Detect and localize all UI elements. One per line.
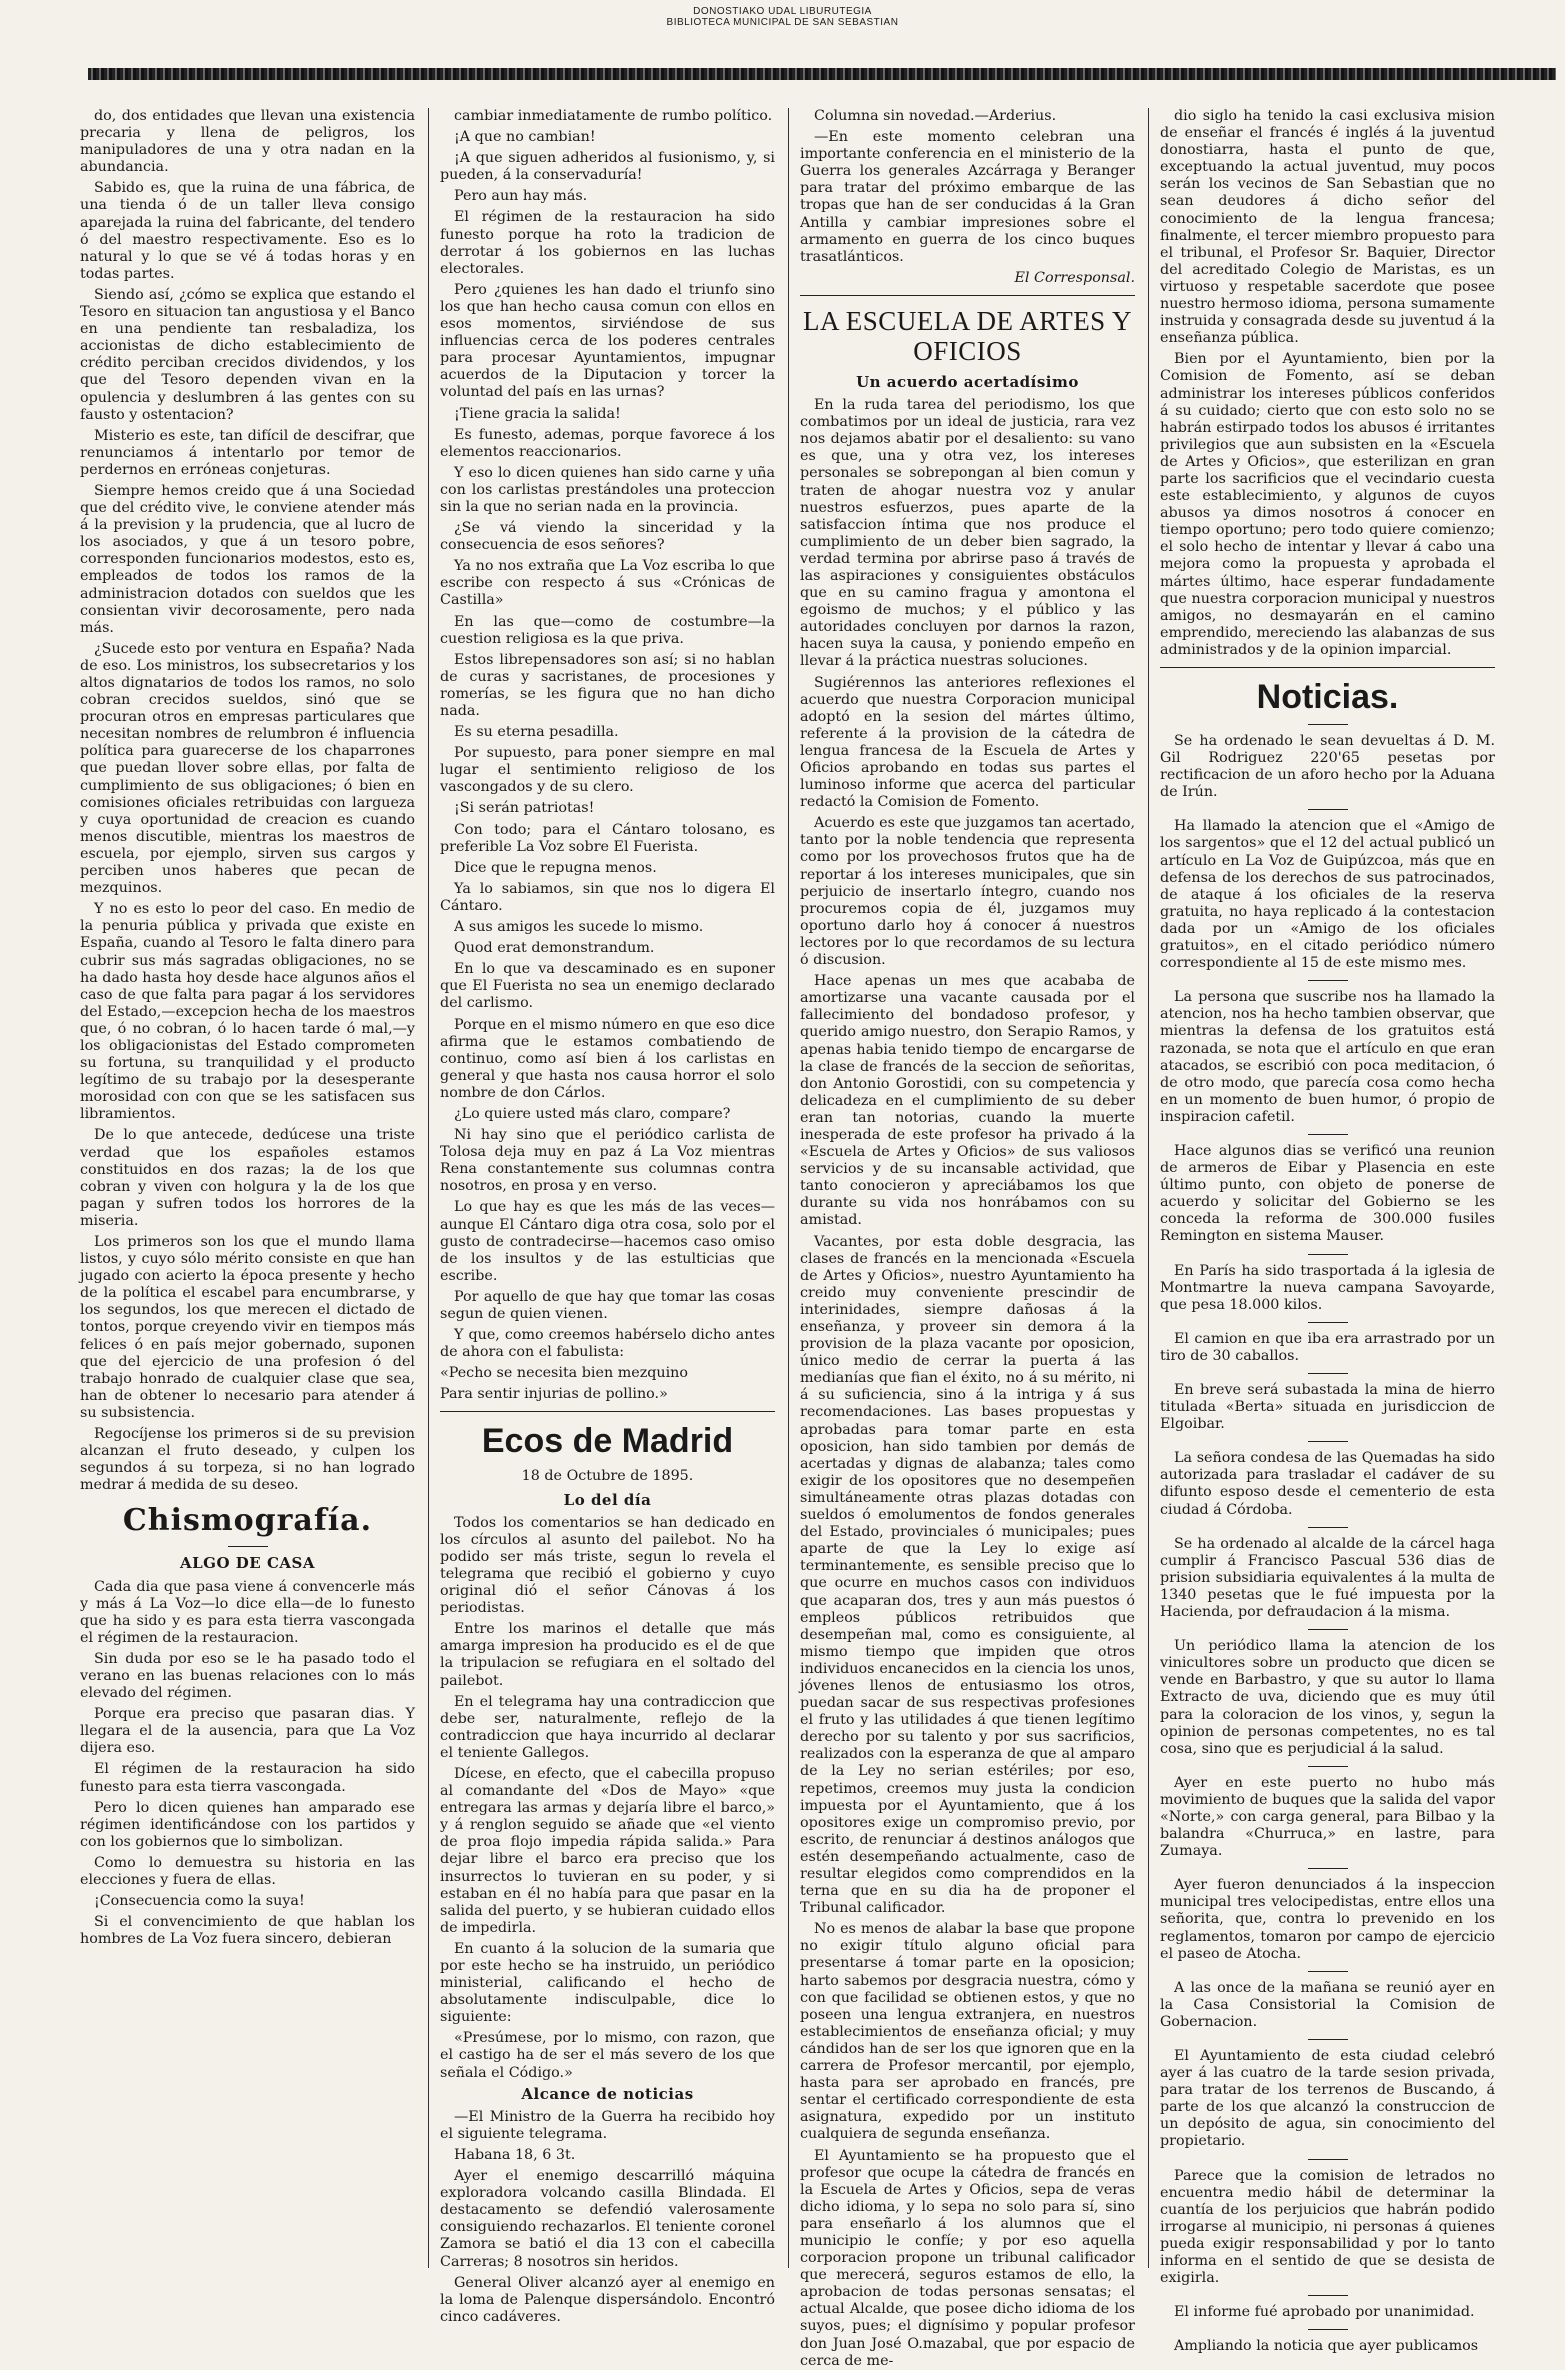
item-rule <box>1308 1527 1348 1528</box>
paragraph: En lo que va descaminado es en suponer que El Fuerista no sea un enemigo declarado del carlismo. <box>440 961 775 1012</box>
paragraph: Ya no nos extraña que La Voz escriba lo que escribe con respecto á sus «Crónicas de Castilla» <box>440 558 775 609</box>
news-items <box>1160 733 1495 2355</box>
paragraph: Los primeros son los que el mundo llama listos, y cuyo sólo mérito consiste en que han jugado con acierto la época presente y hecho de la política el escabel para encumbrarse, y los segundos, los que merecen el dictado de tontos, porque creyendo vivir en tiempos más felices ó en país mejor gobernado, suponen que del ejercicio de una profesion ó del trabajo honrado de cualquier clase que sea, han de obtener lo necesario para atender á su subsistencia. <box>80 1234 415 1421</box>
paragraph: Como lo demuestra su historia en las elecciones y fuera de ellas. <box>80 1854 415 1888</box>
section-title-escuela: LA ESCUELA DE ARTES Y OFICIOS <box>803 305 1132 366</box>
paragraph: Se ha ordenado al alcalde de la cárcel haga cumplir á Francisco Pascual 536 dias de prision subsidiaria equivalentes á la multa de 1340 pesetas que le fué impuesta por la Hacienda, por defraudacion á la misma. <box>1160 1535 1495 1621</box>
paragraph: ¡A que no cambian! <box>454 129 596 146</box>
paragraph: El camion en que iba era arrastrado por un tiro de 30 caballos. <box>1160 1330 1495 1364</box>
paragraph: El Ayuntamiento se ha propuesto que el profesor que ocupe la cátedra de francés en la Escuela de Artes y Oficios, sepa de veras dicho idioma, y lo sepa no solo para sí, sino para enseñarlo á los alumnos que el municipio le confíe; y por eso aquella corporacion propone un tribunal calificador que merecerá, seguros estamos de ello, la aprobacion de todas personas sensatas; el actual Alcalde, que posee dicho idioma de los suyos, pues; el dignísimo y popular profesor don Juan José O.mazabal, que por espacio de cerca de me- <box>800 2147 1135 2369</box>
paragraph: ¿Lo quiere usted más claro, compare? <box>454 1105 731 1122</box>
item-rule <box>1308 1134 1348 1135</box>
paragraph: En las que—como de costumbre—la cuestion religiosa es la que priva. <box>440 613 775 647</box>
column-2-paragraphs <box>440 108 775 1361</box>
paragraph: En el telegrama hay una contradiccion que debe ser, naturalmente, reflejo de la contradiccion que haya incurrido al declarar el teniente Gallegos. <box>440 1693 775 1761</box>
column-3 <box>800 108 1135 2369</box>
paragraph: El Ayuntamiento de esta ciudad celebró ayer á las cuatro de la tarde sesion privada, para tratar de los terrenos de Buscando, á parte de los que alcanzó la construccion de un depósito de agua, sin conocimiento del propietario. <box>1160 2048 1495 2150</box>
paragraph: Sin duda por eso se le ha pasado todo el verano en las buenas relaciones con lo más elevado del régimen. <box>80 1650 415 1702</box>
column-divider <box>1148 108 1149 2268</box>
paragraph: Dice que le repugna menos. <box>454 859 657 876</box>
paragraph: Regocíjense los primeros si de su prevision alcanzan el fruto deseado, y culpen los segundos á su torpeza, si no han logrado medrar á medida de su deseo. <box>80 1426 415 1494</box>
paragraph: Un periódico llama la atencion de los vinicultores sobre un producto que dicen se vende en Barbastro, y que su autor lo llama Extracto de uva, diciendo que es muy útil para la coloracion de los vinos, y, segun la opinion de personas competentes, no es tal cosa, sino que es perjudicial á la salud. <box>1160 1638 1495 1757</box>
archive-stamp <box>0 6 1565 28</box>
paragraph: Pero aun hay más. <box>454 188 588 205</box>
column-2-paragraphs-3 <box>440 2109 775 2326</box>
paragraph: Vacantes, por esta doble desgracia, las clases de francés en la mencionada «Escuela de Artes y Oficios», nuestro Ayuntamiento ha creido muy conveniente prescindir de interinidades, siempre dañosas á la enseñanza, y proveer sin demora á la provision de la plaza vacante por oposicion, único medio de cerrar la puerta á las medianías que fian el éxito, no á su mérito, ni á su suficiencia, sino á la intriga y á sus recomendaciones. Las bases propuestas y aprobadas para tomar parte en esta oposicion, han sido tambien por demás de acertadas y dignas de alabanza; tales como exigir de los opositores que no desempeñen simultáneamente otras plazas dotadas con sueldos ó emolumentos de fondos generales del Estado, provinciales ó municipales; pues aparte de que la Ley lo exige así terminantemente, es sensible preciso que lo que ocurre en muchos casos con individuos que acaparan dos, tres y aun más puestos ó empleos públicos retribuidos que desempeñan mal, como es consiguiente, al mismo tiempo que impiden que otros individuos encanecidos en la ciencia los unos, jóvenes llenos de entusiasmo los otros, puedan sacar de sus respectivas profesiones el fruto y las utilidades á que tienen legítimo derecho por su talento y por sus sacrificios, realizados con la esperanza de que al amparo de la Ley no serian estériles; por eso, repetimos, creemos muy justa la condicion impuesta por el Ayuntamiento, que á los opositores exige un compromiso previo, por escrito, de renunciar á destinos análogos que estén desempeñando actualmente, caso de resultar elegidos como comprendidos en la terna que en su dia ha de proponer el Tribunal calificador. <box>800 1233 1135 1917</box>
paragraph: Se ha ordenado le sean devueltas á D. M. Gil Rodriguez 220'65 pesetas por rectificacion de un aforo hecho por la Aduana de Irún. <box>1160 733 1495 801</box>
paragraph: Estos librepensadores son así; si no hablan de curas y sacristanes, de procesiones y romerías, se les figura que no han dicho nada. <box>440 651 775 719</box>
paragraph: Ni hay sino que el periódico carlista de Tolosa deja muy en paz á La Voz mientras Rena constantemente sus columnas contra nosotros, en prosa y en verso. <box>440 1127 775 1195</box>
section-title-noticias: Noticias. <box>1256 678 1399 716</box>
paragraph: A sus amigos les sucede lo mismo. <box>454 919 704 936</box>
title-rule <box>1308 724 1348 725</box>
paragraph: En breve será subastada la mina de hierro titulada «Berta» situada en jurisdiccion de Elgoibar. <box>1160 1382 1495 1433</box>
paragraph: A las once de la mañana se reunió ayer en la Casa Consistorial la Comision de Gobernacion. <box>1160 1979 1495 2030</box>
column-2-paragraphs-2 <box>440 1515 775 2082</box>
paragraph: Ayer el enemigo descarrilló máquina exploradora volcando casilla Blindada. El destacamento se defendió valerosamente consiguiendo rechazarlos. El teniente coronel Zamora se batió el dia 13 con el cabecilla Carreras; 8 nosotros sin heridos. <box>440 2168 775 2270</box>
column-1 <box>80 108 415 2268</box>
paragraph: ¡Si serán patriotas! <box>454 800 595 817</box>
paragraph: —El Ministro de la Guerra ha recibido hoy el siguiente telegrama. <box>440 2108 775 2142</box>
paragraph: ¿Se vá viendo la sinceridad y la consecuencia de esos señores? <box>440 520 775 554</box>
paragraph: General Oliver alcanzó ayer al enemigo en la loma de Palenque dispersándolo. Encontró cinco cadáveres. <box>440 2274 775 2325</box>
paragraph: En París ha sido trasportada á la iglesia de Montmartre la nueva campana Savoyarde, que pesa 18.000 kilos. <box>1160 1262 1495 1313</box>
paragraph: cambiar inmediatamente de rumbo político. <box>454 108 773 124</box>
item-rule <box>1308 1322 1348 1323</box>
section-rule <box>800 295 1135 296</box>
paragraph: En la ruda tarea del periodismo, los que combatimos por un ideal de justicia, rara vez nos dejamos abatir por el desaliento: su vano es que, una y otra vez, los intereses personales se sobrepongan al bien comun y traten de ahogar nuestra voz y anular nuestros esfuerzos, pues aparte de la satisfaccion íntima que nos produce el cumplimiento de un deber bien sagrado, la verdad termina por abrirse paso á través de las aspiraciones y consiguientes obstáculos que en su camino fragua y amontona el egoismo de muchos; y el público y las autoridades concluyen por darnos la razon, hacen suya la causa, y poniendo empeño en llevar á la práctica nuestras soluciones. <box>800 397 1135 670</box>
paragraph: Sugiérennos las anteriores reflexiones el acuerdo que nuestra Corporacion municipal adoptó en la sesion del mártes último, referente á la provision de la cátedra de lengua francesa de la Escuela de Artes y Oficios aprobando en todas sus partes el luminoso informe que acerca del particular redactó la Comision de Fomento. <box>800 674 1135 811</box>
paragraph: Ya lo sabiamos, sin que nos lo digera El Cántaro. <box>440 880 775 914</box>
item-rule <box>1308 2329 1348 2330</box>
paragraph: Y eso lo dicen quienes han sido carne y uña con los carlistas prestándoles una proteccion sin la que no serian nada en la provincia. <box>440 464 775 515</box>
paragraph: Es su eterna pesadilla. <box>454 724 619 741</box>
signature: El Corresponsal. <box>1014 269 1135 286</box>
paragraph: Ampliando la noticia que ayer publicamos <box>1174 2338 1479 2355</box>
paragraph: «Presúmese, por lo mismo, con razon, que el castigo ha de ser el más severo de los que señala el Código.» <box>440 2030 775 2081</box>
paragraph: Por aquello de que hay que tomar las cosas segun de quien vienen. <box>440 1288 775 1322</box>
column-divider <box>788 108 789 2268</box>
paragraph: Habana 18, 6 3t. <box>454 2146 576 2163</box>
column-4 <box>1160 108 1495 2355</box>
section-title-chismografia: Chismografía. <box>122 1503 373 1539</box>
paragraph: Porque era preciso que pasaran dias. Y llegara el de la ausencia, para que La Voz dijera eso. <box>80 1706 415 1757</box>
column-2 <box>440 108 775 2325</box>
paragraph: ¡Tiene gracia la salida! <box>454 405 621 422</box>
paragraph: Porque en el mismo número en que eso dice afirma que le estamos combatiendo de continuo, como así bien á los carlistas en general y que hasta nos causa horror el solo nombre de don Cárlos. <box>440 1016 775 1101</box>
paragraph: Pero ¿quienes les han dado el triunfo sino los que han hecho causa comun con ellos en esos momentos, sirviéndose de sus influencias cerca de los poderes centrales para procesar Ayuntamientos, impugnar acuerdos de la Diputacion y torcer la voluntad del país en las urnas? <box>440 281 775 401</box>
item-rule <box>1308 1373 1348 1374</box>
paragraph: Siendo así, ¿cómo se explica que estando el Tesoro en situacion tan angustiosa y el Banco en una pendiente tan resbaladiza, los accionistas de dicho establecimiento de crédito perciban crecidos dividendos, y los que del Tesoro dependen vivan en la opulencia y deslumbren á las gentes con su fausto y ostentacion? <box>80 286 415 423</box>
paragraph: do, dos entidades que llevan una existencia precaria y llena de peligros, los manipuladores de una y otra nadan en la abundancia. <box>80 108 415 176</box>
paragraph: Siempre hemos creido que á una Sociedad que del crédito vive, le conviene atender más á la prevision y la prudencia, que al lucro de los asociados, y que á un tesoro pobre, corresponden funcionarios modestos, esto es, empleados de todos los ramos de la administracion dotados con sueldos que les consientan vivir decorosamente, pero nada más. <box>80 482 415 636</box>
paragraph: Entre los marinos el detalle que más amarga impresion ha producido es el de que la tripulacion se refugiara en el soltado del pailebot. <box>440 1621 775 1689</box>
item-rule <box>1308 1254 1348 1255</box>
paragraph: Y que, como creemos habérselo dicho antes de ahora con el fabulista: <box>440 1327 775 1361</box>
paragraph: Quod erat demonstrandum. <box>454 940 655 957</box>
paragraph: Lo que hay es que les más de las veces—aunque El Cántaro diga otra cosa, solo por el gusto de contradecirse—hacemos caso omiso de los insultos y de las estulticias que escribe. <box>440 1199 775 1284</box>
item-rule <box>1308 2295 1348 2296</box>
paragraph: ¡A que siguen adheridos al fusionismo, y, si pueden, á la conservaduría! <box>440 150 775 184</box>
paragraph: Ha llamado la atencion que el «Amigo de los sargentos» que el 12 del actual publicó un artículo en La Voz de Guipúzcoa, más que en defensa de los derechos de sus patrocinados, de ataque á los oficiales de la reserva gratuita, no haya replicado á la contestacion dada por un «Amigo de los oficiales gratuitos», en el citado periódico número correspondiente al 15 de este mismo mes. <box>1160 818 1495 972</box>
paragraph: Dícese, en efecto, que el cabecilla propuso al comandante del «Dos de Mayo» «que entregara las armas y dejaría libre el barco,» y á renglon seguido se añade que «el viento de proa flojo impedia rápida salida.» Para dejar libre el barco era preciso que los insurrectos lo tuvieran en su poder, y si estaban en él no había para que pasar en la salida del puerto, y se hubieran cuidado ellos de impedirla. <box>440 1765 775 1936</box>
paragraph: Y no es esto lo peor del caso. En medio de la penuria pública y privada que existe en España, cuando al Tesoro le falta dinero para cubrir sus más sagradas obligaciones, no se ha dado hasta hoy desde hace algunos años el caso de que falta para pagar á los servidores del Estado,—excepcion hecha de los maestros que, ó no cobran, ó lo hacen tarde ó mal,—y los obligacionistas del Estado comprometen su fortuna, su tranquilidad y el producto legítimo de su trabajo por la desesperante morosidad con con que se les satisfacen sus libramientos. <box>80 901 415 1123</box>
item-rule <box>1308 1441 1348 1442</box>
paragraph: Por supuesto, para poner siempre en mal lugar el sentimiento religioso de los vascongados y de su clero. <box>440 745 775 796</box>
paragraph: El régimen de la restauracion ha sido funesto porque ha roto la tradicion de derrotar á los gobiernos en las luchas electorales. <box>440 209 775 277</box>
section-title-ecos-de-madrid: Ecos de Madrid <box>481 1422 734 1461</box>
paragraph: Acuerdo es este que juzgamos tan acertado, tanto por la noble tendencia que representa como por los provechosos frutos que ha de reportar á los intereses municipales, que sin perjuicio de insertarlo íntegro, cuando nos procuremos copia de él, juzgamos muy oportuno darlo hoy á conocer á nuestros lectores por lo que recordamos de su lectura ó discusion. <box>800 815 1135 969</box>
paragraph: Todos los comentarios se han dedicado en los círculos al asunto del pailebot. No ha podido ser más triste, segun lo revela el telegrama que recibió el gobierno y cuyo original dió el señor Cánovas á los periodistas. <box>440 1514 775 1617</box>
section-subtitle-alcance: Alcance de noticias <box>521 2084 694 2103</box>
verse-line: Para sentir injurias de pollino.» <box>440 1386 668 1403</box>
paragraph: Si el convencimiento de que hablan los hombres de La Voz fuera sincero, debieran <box>80 1914 415 1948</box>
title-rule <box>228 1546 268 1547</box>
paragraph: —En este momento celebran una importante conferencia en el ministerio de la Guerra los generales Azcárraga y Beranger para tratar del próximo embarque de las tropas que han de ser conducidas á la Gran Antilla y cambiar impresiones sobre el armamento en guerra de los cinco buques trasatlánticos. <box>800 129 1135 265</box>
archive-line-1: DONOSTIAKO UDAL LIBURUTEGIA <box>693 6 872 17</box>
column-3-paragraphs-2 <box>800 397 1135 2370</box>
section-subtitle: Un acuerdo acertadísimo <box>856 372 1079 391</box>
paragraph: Es funesto, ademas, porque favorece á los elementos reaccionarios. <box>440 426 775 460</box>
paragraph: Ayer en este puerto no hubo más movimiento de buques que la salida del vapor «Norte,» con carga general, para Bilbao y la balandra «Churruca,» en lastre, para Zumaya. <box>1160 1774 1495 1860</box>
item-rule <box>1308 1766 1348 1767</box>
item-rule <box>1308 1868 1348 1869</box>
column-1-paragraphs <box>80 108 415 1494</box>
paragraph: Ayer fueron denunciados á la inspeccion municipal tres velocipedistas, entre ellos una señorita, que, contra lo prevenido en los reglamentos, tomaron por campo de ejercicio el paseo de Atocha. <box>1160 1877 1495 1962</box>
paragraph: Con todo; para el Cántaro tolosano, es preferible La Voz sobre El Fuerista. <box>440 821 775 855</box>
header-rule <box>88 68 1556 80</box>
paragraph: Columna sin novedad.—Arderius. <box>814 108 1057 124</box>
paragraph: ¡Consecuencia como la suya! <box>94 1893 305 1910</box>
paragraph: ¿Sucede esto por ventura en España? Nada de eso. Los ministros, los subsecretarios y los altos dignatarios de todos los ramos, no solo cobran crecidos sueldos, sinó que se procuran otros en empresas particulares que necesitan nombres de relumbron é influencia política para guarecerse de los chaparrones que puedan llover sobre ellas, por falta de cumplimiento de sus obligaciones; ó bien en comisiones oficiales retribuidas con largueza y cuya oportunidad de creacion es cuando menos discutible, mientras los maestros de escuela, por ejemplo, sirven sus cargos y perciben unos haberes que pecan de mezquinos. <box>80 640 415 897</box>
column-1-paragraphs-2 <box>80 1579 415 1949</box>
column-4-paragraphs <box>1160 108 1495 659</box>
paragraph: Misterio es este, tan difícil de descifrar, que renunciamos á intentarlo por temor de perdernos en erróneas conjeturas. <box>80 427 415 478</box>
paragraph: Parece que la comision de letrados no encuentra medio hábil de determinar la cuantía de los perjuicios que habrán podido irrogarse al municipio, ni personas á quienes pueda exigir responsabilidad y por lo tanto informa en el sentido de que se desista de exigirla. <box>1160 2167 1495 2287</box>
paragraph: El régimen de la restauracion ha sido funesto para esta tierra vascongada. <box>80 1761 415 1795</box>
verse-line: «Pecho se necesita bien mezquino <box>440 1365 688 1382</box>
archive-line-2: BIBLIOTECA MUNICIPAL DE SAN SEBASTIAN <box>666 17 899 28</box>
paragraph: dio siglo ha tenido la casi exclusiva mision de enseñar el francés é inglés á la juventud donostiarra, hasta el punto de que, exceptuando la actual juventud, muy pocos serán los vecinos de San Sebastian que no sean deudores á dicho señor del conocimiento de la lengua francesa; finalmente, el tercer miembro propuesto para el tribunal, el Profesor Sr. Baquier, Director del acreditado Colegio de Maristas, es un virtuoso y respetable sacerdote que posee nuestro hermoso idioma, persona sumamente instruida y consagrada desde su juventud á la enseñanza pública. <box>1160 108 1495 347</box>
paragraph: Sabido es, que la ruina de una fábrica, de una tienda ó de un taller lleva consigo aparejada la ruina del fabricante, del tendero ó del maestro respectivamente. Eso es lo natural y lo que se vé á todas horas y en todas partes. <box>80 180 415 282</box>
paragraph: Bien por el Ayuntamiento, bien por la Comision de Fomento, así se deban administrar los intereses públicos conferidos á su cuidado; cierto que con esto solo no se habrán estirpado todos los abusos é irritantes privilegios que aun subsisten en la «Escuela de Artes y Oficios», que esterilizan en gran parte los sacrificios que el vecindario cuesta este establecimiento, y algunos de cuyos abusos ya dimos nosotros á conocer en tiempo oportuno; pero todo quiere comienzo; el solo hecho de intentar y llevar á cabo una mejora como la propuesta y aprobada el mártes último, hace esperar fundadamente que nuestra corporacion municipal y nuestros amigos, no desmayarán en el camino emprendido, mereciendo las alabanzas de sus administrados y de la opinion imparcial. <box>1160 351 1495 658</box>
section-rule <box>1160 667 1495 668</box>
section-subtitle: Lo del día <box>563 1490 652 1509</box>
section-rule <box>440 1411 775 1412</box>
paragraph: El informe fué aprobado por unanimidad. <box>1174 2304 1475 2321</box>
paragraph: En cuanto á la solucion de la sumaria que por este hecho se ha instruido, un periódico ministerial, calificando el hecho de absolutamente indisculpable, dice lo siguiente: <box>440 1940 775 2026</box>
item-rule <box>1308 2039 1348 2040</box>
paragraph: No es menos de alabar la base que propone no exigir título alguno oficial para presentarse á tomar parte en la oposicion; harto sabemos por desgracia nuestra, cómo y con que facilidad se obtienen estos, y que no poseen una lengua extranjera, en nuestros establecimientos de enseñanza oficial; y muy cándidos han de ser los que ignoren que en la carrera de Profesor mercantil, por ejemplo, hasta para ser aprobado en francés, pre sentar el certificado correspondiente de esta asignatura, expedido por un instituto cualquiera de segunda enseñanza. <box>800 1921 1135 2143</box>
item-rule <box>1308 809 1348 810</box>
dateline: 18 de Octubre de 1895. <box>521 1468 694 1485</box>
item-rule <box>1308 2159 1348 2160</box>
section-subtitle: ALGO DE CASA <box>180 1554 315 1573</box>
paragraph: Cada dia que pasa viene á convencerle más y más á La Voz—lo dice ella—de lo funesto que ha sido y es para esta tierra vascongada el régimen de la restauracion. <box>80 1578 415 1646</box>
column-divider <box>428 108 429 2268</box>
item-rule <box>1308 1971 1348 1972</box>
paragraph: De lo que antecede, dedúcese una triste verdad que los españoles estamos constituidos en dos razas; la de los que cobran y viven con holgura y la de los que pagan y sufren todos los horrores de la miseria. <box>80 1127 415 1229</box>
paragraph: Pero lo dicen quienes han amparado ese régimen identificándose con los partidos y con los gobiernos que lo simbolizan. <box>80 1799 415 1850</box>
item-rule <box>1308 1629 1348 1630</box>
paragraph: Hace apenas un mes que acababa de amortizarse una vacante causada por el fallecimiento del bondadoso profesor, y querido amigo nuestro, don Serapio Ramos, y apenas habia tenido tiempo de encargarse de la clase de francés de la seccion de señoritas, don Antonio Gorostidi, con su competencia y delicadeza en el cumplimiento de su deber eran tan notorias, cuando la muerte inesperada de este profesor ha privado á la «Escuela de Artes y Oficios» de sus valiosos servicios y de su incansable actividad, que tanto conocieron y apreciábamos los que durante su vida nos honrábamos con su amistad. <box>800 973 1135 1229</box>
item-rule <box>1308 980 1348 981</box>
paragraph: La persona que suscribe nos ha llamado la atencion, nos ha hecho tambien observar, que mientras la defensa de los gratuitos está razonada, se nota que el artículo en que eran atacados, se escribió con poca meditacion, ó de otro modo, que parecía cosa como hecha en un momento de buen humor, ó propio de inspiracion cafetil. <box>1160 989 1495 1125</box>
column-3-paragraphs <box>800 108 1135 266</box>
paragraph: La señora condesa de las Quemadas ha sido autorizada para trasladar el cadáver de su difunto esposo desde el cementerio de esta ciudad á Córdoba. <box>1160 1450 1495 1518</box>
paragraph: Hace algunos dias se verificó una reunion de armeros de Eibar y Plasencia en este último punto, con objeto de ponerse de acuerdo y solicitar del Gobierno se les conceda la reforma de 300.000 fusiles Remington en sistema Mauser. <box>1160 1142 1495 1245</box>
